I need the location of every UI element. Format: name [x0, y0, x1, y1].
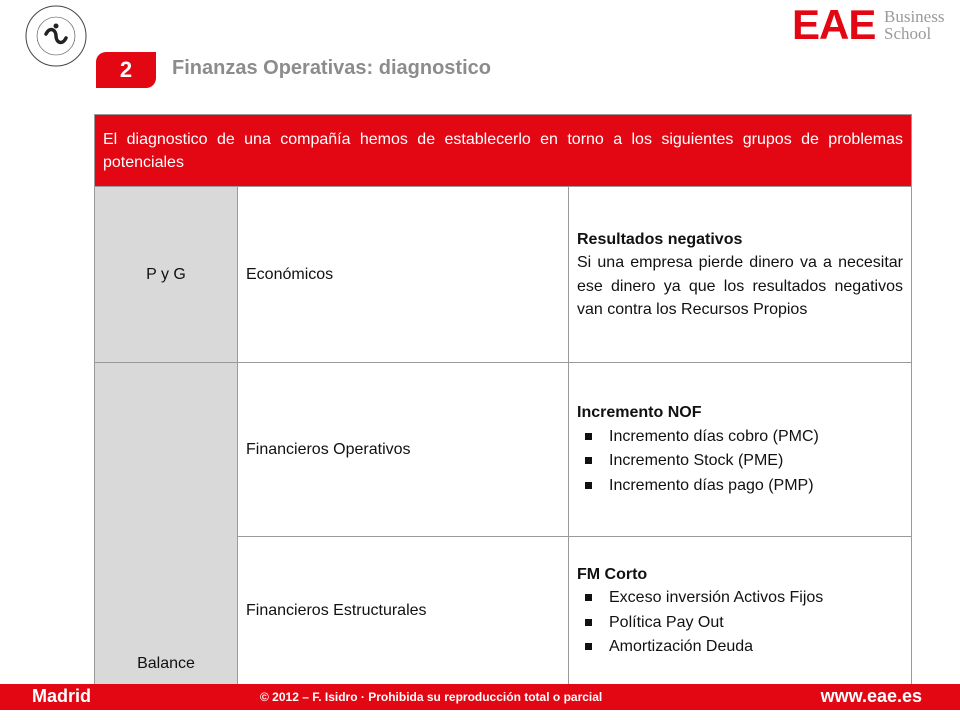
list-item: Incremento días pago (PMP)	[577, 474, 903, 499]
university-logo	[24, 4, 88, 68]
type-economicos: Económicos	[238, 187, 569, 363]
eae-business-school-logo	[792, 1, 945, 48]
footer-location: Madrid	[32, 686, 92, 706]
description-title: FM Corto	[577, 565, 648, 583]
table-row	[95, 363, 912, 537]
eae-mark: EAE	[792, 1, 876, 48]
description-cell	[569, 537, 912, 686]
square-bullet-icon	[585, 457, 592, 464]
square-bullet-icon	[585, 594, 592, 601]
footer-website-link[interactable]: www.eae.es	[820, 686, 922, 706]
description-title: Incremento NOF	[577, 404, 702, 421]
square-bullet-icon	[585, 482, 592, 489]
square-bullet-icon	[585, 433, 592, 440]
table-header-row	[95, 115, 912, 187]
bullet-list	[577, 586, 903, 660]
description-text: Si una empresa pierde dinero va a necesitar ese dinero ya que los resultados negativos van contra los Recursos Propios	[577, 254, 903, 318]
list-item: Incremento Stock (PME)	[577, 449, 903, 474]
square-bullet-icon	[585, 643, 592, 650]
category-pyg: P y G	[95, 187, 238, 363]
list-item: Amortización Deuda	[577, 635, 903, 660]
bullet-list	[577, 425, 903, 499]
footer-copyright: © 2012 – F. Isidro · Prohibida su reproducción total o parcial	[260, 690, 603, 704]
footer-bar	[0, 684, 960, 710]
section-number-badge: 2	[96, 52, 156, 88]
description-cell	[569, 187, 912, 363]
list-item: Exceso inversión Activos Fijos	[577, 586, 903, 611]
eae-wordmark: Business School	[884, 7, 945, 43]
category-balance: Balance	[95, 363, 238, 686]
type-financieros-operativos: Financieros Operativos	[238, 363, 569, 537]
slide-title: Finanzas Operativas: diagnostico	[172, 57, 491, 79]
list-item: Incremento días cobro (PMC)	[577, 425, 903, 450]
description-title: Resultados negativos	[577, 230, 743, 248]
description-cell	[569, 363, 912, 537]
table-row	[95, 187, 912, 363]
list-item: Política Pay Out	[577, 611, 903, 636]
square-bullet-icon	[585, 619, 592, 626]
diagnosis-table	[94, 114, 912, 686]
table-header: El diagnostico de una compañía hemos de establecerlo en torno a los siguientes grupos de problemas potenciales	[95, 115, 912, 187]
type-financieros-estructurales: Financieros Estructurales	[238, 537, 569, 686]
